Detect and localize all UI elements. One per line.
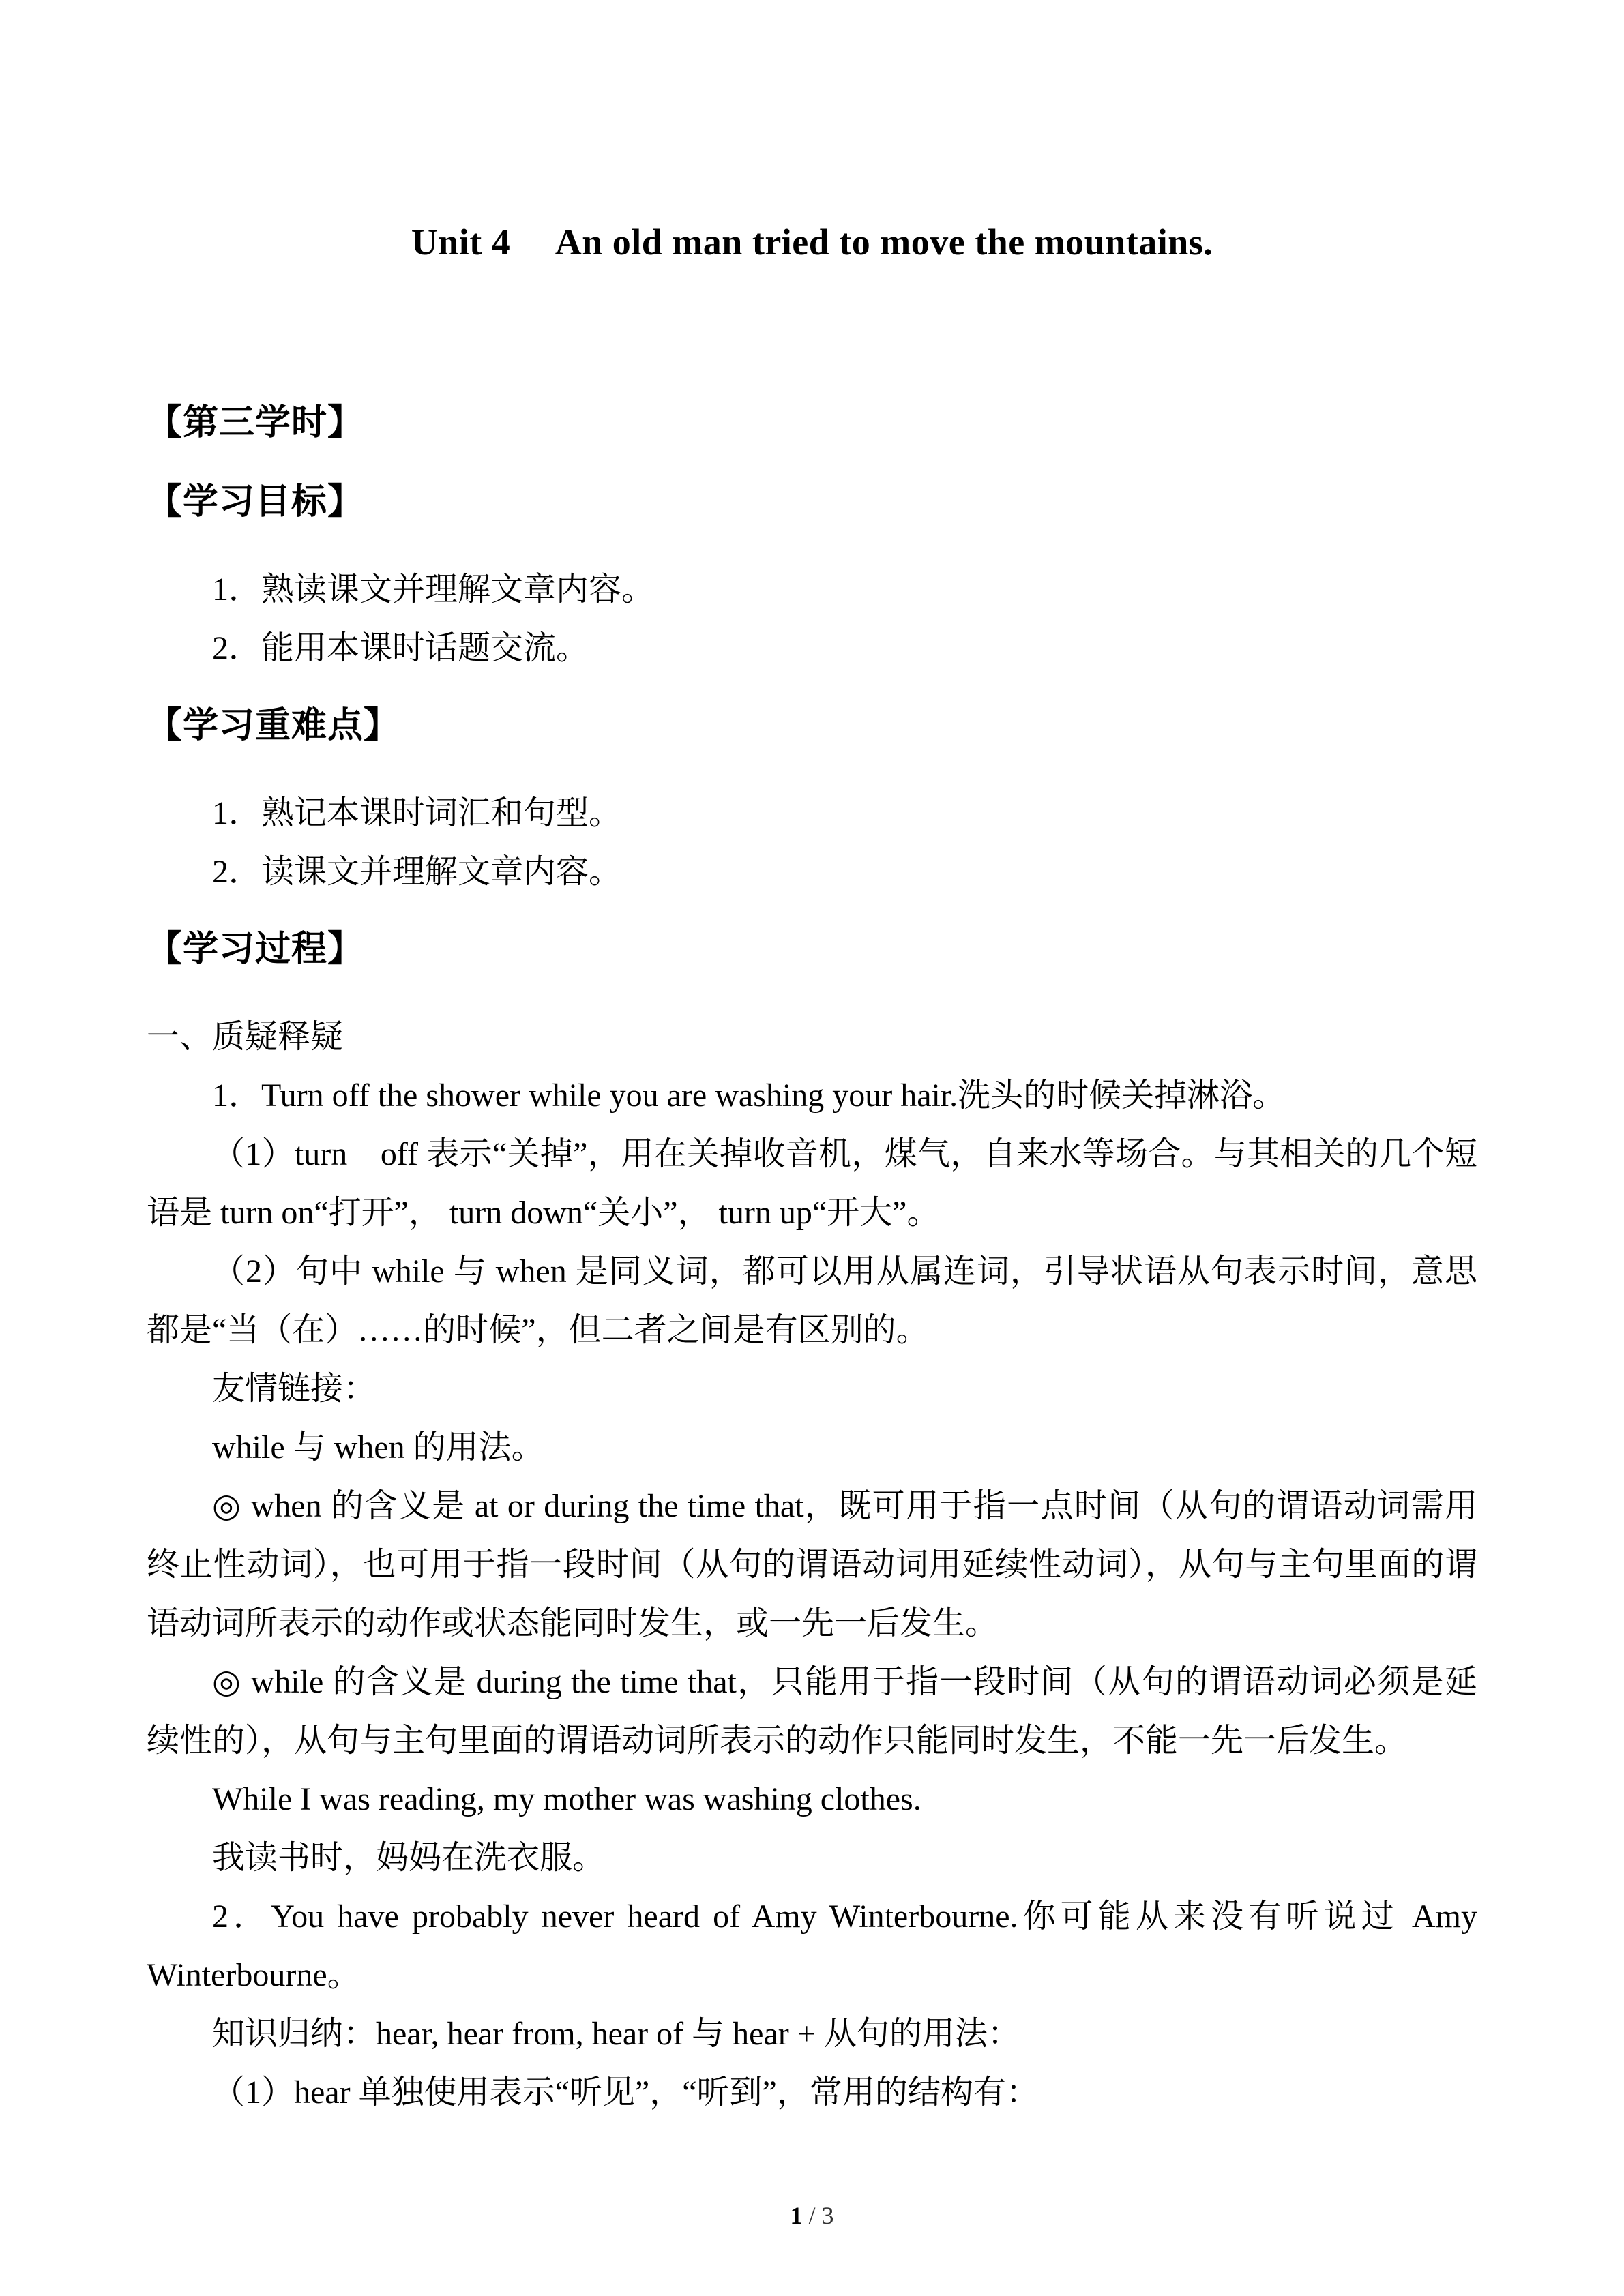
paragraph: ◎ while 的含义是 during the time that，只能用于指一段时间（从句的谓语动词必须是延续性的），从句与主句里面的谓语动词所表示的动作只能同时发生，不能一先一后发生。: [147, 1664, 1477, 1759]
paragraph: 1．Turn off the shower while you are washing your hair.洗头的时候关掉淋浴。: [212, 1077, 1286, 1114]
paragraph: 我读书时，妈妈在洗衣服。: [212, 1840, 606, 1876]
section-heading-process: 【学习过程】: [147, 929, 364, 969]
paragraph: ◎ when 的含义是 at or during the time that，既可用于指一点时间（从句的谓语动词需用终止性动词），也可用于指一段时间（从句的谓语动词用延续性动词），从句与主句里面的谓语动词所表示的动作或状态能同时发生，或一先一后发生。: [147, 1488, 1477, 1641]
key-point-item: 2．读课文并理解文章内容。: [212, 854, 622, 890]
paragraph: 知识归纳：hear, hear from, hear of 与 hear + 从句的用法：: [212, 2016, 1020, 2052]
section-heading-key-points: 【学习重难点】: [147, 706, 400, 745]
objective-item: 2．能用本课时话题交流。: [212, 630, 589, 666]
paragraph: while 与 when 的用法。: [212, 1429, 544, 1465]
paragraph: （1）turn off 表示“关掉”，用在关掉收音机，煤气，自来水等场合。与其相关的几个短语是 turn on“打开”， turn down“关小”， turn up“开大”。: [147, 1136, 1477, 1231]
page-number-current: 1: [790, 2202, 803, 2229]
document-title: Unit 4 An old man tried to move the mountains.: [411, 222, 1213, 263]
paragraph: （1）hear 单独使用表示“听见”，“听到”，常用的结构有：: [212, 2074, 1039, 2111]
paragraph: 友情链接：: [212, 1371, 377, 1407]
objective-item: 1．熟读课文并理解文章内容。: [212, 571, 655, 608]
paragraph: 2．You have probably never heard of Amy Winterbourne.你可能从来没有听说过 Amy Winterbourne。: [147, 1898, 1477, 1993]
paragraph: （2）句中 while 与 when 是同义词，都可以用从属连词，引导状语从句表示时间，意思都是“当（在）……的时候”，但二者之间是有区别的。: [147, 1253, 1477, 1348]
section-heading-session: 【第三学时】: [147, 403, 364, 443]
page-number-total: 3: [821, 2202, 834, 2229]
paragraph: 一、质疑释疑: [147, 1019, 344, 1055]
page-number-separator: /: [802, 2202, 822, 2229]
key-point-item: 1．熟记本课时词汇和句型。: [212, 795, 622, 831]
section-heading-objectives: 【学习目标】: [147, 482, 364, 522]
paragraph: While I was reading, my mother was washing clothes.: [212, 1781, 921, 1817]
page-number: [0, 2201, 1624, 2231]
